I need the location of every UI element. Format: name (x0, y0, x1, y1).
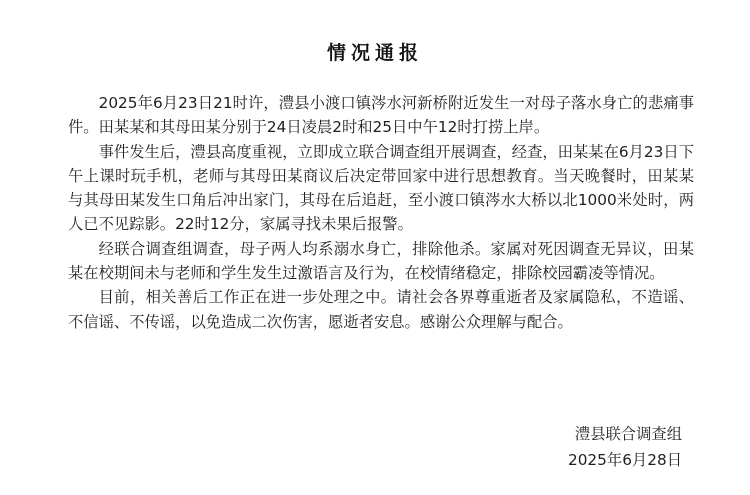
paragraph-incident: 2025年6月23日21时许，澧县小渡口镇涔水河新桥附近发生一对母子落水身亡的悲痛事件。田某某和其母田某分别于24日凌晨2时和25日中午12时打捞上岸。 (68, 94, 694, 137)
document-body (68, 91, 694, 334)
paragraph-findings: 经联合调查组调查，母子两人均系溺水身亡，排除他杀。家属对死因调查无异议，田某某在校期间未与老师和学生发生过激语言及行为，在校情绪稳定，排除校园霸凌等情况。 (68, 239, 694, 283)
paragraph-investigation: 事件发生后，澧县高度重视，立即成立联合调查组开展调查，经查，田某某在6月23日下午上课时玩手机，老师与其母田某商议后决定带回家中进行思想教育。当天晚餐时，田某某与其母田某发生口角后冲出家门，其母在后追赶，至小渡口镇涔水大桥以北1000米处时，两人已不见踪影。22时12分，家属寻找未果后报警。 (68, 142, 694, 234)
issuer-name: 澧县联合调查组 (574, 425, 682, 443)
document-title: 情况通报 (326, 42, 423, 64)
signature-block (568, 421, 682, 473)
paragraph-appeal: 目前，相关善后工作正在进一步处理之中。请社会各界尊重逝者及家属隐私，不造谣、不信谣、不传谣，以免造成二次伤害，愿逝者安息。感谢公众理解与配合。 (68, 288, 694, 331)
issue-date: 2025年6月28日 (567, 451, 682, 469)
